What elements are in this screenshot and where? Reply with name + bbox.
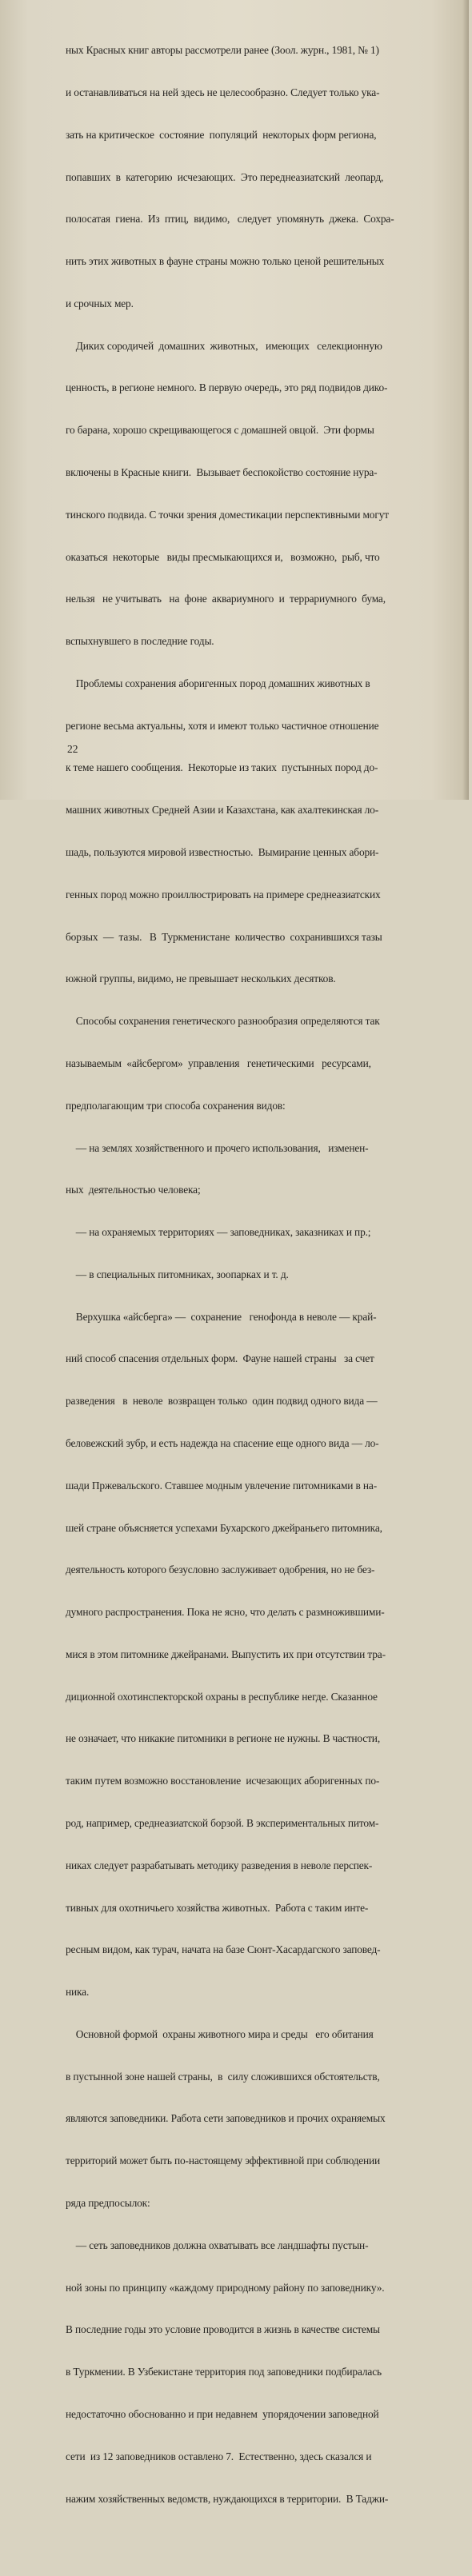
text-line-46: ресным видом, как турач, начата на базе Сюнт-Хасардагского заповед- — [66, 1943, 381, 1956]
text-line-7: и срочных мер. — [66, 297, 134, 310]
text-line-33: разведения в неволе возвращен только один подвид одного вида — — [66, 1395, 378, 1408]
text-line-54: ной зоны по принципу «каждому природному району по заповеднику». — [66, 2281, 385, 2294]
text-line-21: генных пород можно проиллюстрировать на примере среднеазиатских — [66, 888, 381, 901]
text-line-47: ника. — [66, 1986, 90, 1999]
text-line-26: предполагающим три способа сохранения видов: — [66, 1099, 286, 1112]
text-line-11: включены в Красные книги. Вызывает беспокойство состояние нура- — [66, 466, 378, 478]
text-line-49: в пустынной зоне нашей страны, в силу сложившихся обстоятельств, — [66, 2070, 380, 2083]
text-line-32: ний способ спасения отдельных форм. Фауне нашей страны за счет — [66, 1352, 374, 1365]
text-line-12: тинского подвида. С точки зрения доместикации перспективными могут — [66, 508, 389, 521]
text-line-6: нить этих животных в фауне страны можно только ценой решительных — [66, 255, 385, 268]
text-line-41: не означает, что никакие питомники в регионе не нужны. В частности, — [66, 1732, 381, 1745]
text-line-20: шадь, пользуются мировой известностью. Вымирание ценных абори- — [66, 846, 379, 859]
text-line-60 — [66, 2534, 472, 2548]
text-line-52: ряда предпосылок: — [66, 2197, 150, 2210]
text-line-45: тивных для охотничьего хозяйства животных. Работа с таким инте- — [66, 1901, 369, 1914]
text-line-5: полосатая гиена. Из птиц, видимо, следует упомянуть джека. Сохра- — [66, 213, 394, 226]
text-line-2: и останавливаться на ней здесь не целесообразно. Следует только ука- — [66, 86, 380, 98]
page-text — [66, 15, 472, 2576]
text-line-34: беловежский зубр, и есть надежда на спасение еще одного вида — ло- — [66, 1436, 379, 1449]
text-line-9: ценность, в регионе немного. В первую очередь, это ряд подвидов дико- — [66, 381, 388, 394]
text-line-13: оказаться некоторые виды пресмыкающихся и, возможно, рыб, что — [66, 550, 380, 563]
text-line-31: Верхушка «айсберга» — сохранение генофонда в неволе — край- — [66, 1310, 377, 1323]
text-line-24: Способы сохранения генетического разнообразия определяются так — [66, 1015, 380, 1028]
text-line-53: — сеть заповедников должна охватывать все ландшафты пустын- — [66, 2239, 369, 2251]
text-line-37: деятельность которого безусловно заслуживает одобрения, но не без- — [66, 1564, 375, 1576]
text-line-3: зать на критическое состояние популяций некоторых форм региона, — [66, 128, 377, 141]
text-line-38: думного распространения. Пока не ясно, что делать с размножившими- — [66, 1606, 385, 1619]
text-line-48: Основной формой охраны животного мира и среды его обитания — [66, 2027, 374, 2040]
text-line-35: шади Пржевальского. Ставшее модным увлечение питомниками в на- — [66, 1479, 377, 1492]
text-line-55: В последние годы это условие проводится в жизнь в качестве системы — [66, 2323, 380, 2336]
text-line-36: шей стране объясняется успехами Бухарского джейраньего питомника, — [66, 1521, 382, 1534]
text-line-42: таким путем возможно восстановление исчезающих аборигенных по- — [66, 1775, 380, 1787]
text-line-15: вспыхнувшего в последние годы. — [66, 635, 214, 648]
text-line-28: ных деятельностью человека; — [66, 1184, 201, 1196]
text-line-44: никах следует разрабатывать методику разведения в неволе перспек- — [66, 1859, 373, 1871]
text-line-23: южной группы, видимо, не превышает нескольких десятков. — [66, 972, 336, 985]
text-line-50: являются заповедники. Работа сети заповедников и прочих охраняемых — [66, 2112, 386, 2125]
text-line-29: — на охраняемых территориях — заповедниках, заказниках и пр.; — [66, 1226, 371, 1239]
text-line-58: сети из 12 заповедников оставлено 7. Естественно, здесь сказался и — [66, 2450, 372, 2462]
text-line-51: территорий может быть по-настоящему эффективной при соблюдении — [66, 2155, 381, 2167]
text-line-18: к теме нашего сообщения. Некоторые из таких пустынных пород до- — [66, 761, 378, 774]
text-line-59: нажим хозяйственных ведомств, нуждающихся в территории. В Таджи- — [66, 2492, 389, 2505]
text-line-25: называемым «айсбергом» управления генетическими ресурсами, — [66, 1056, 371, 1069]
text-line-14: нельзя не учитывать на фоне аквариумного и террариумного бума, — [66, 593, 386, 605]
text-line-17: регионе весьма актуальны, хотя и имеют только частичное отношение — [66, 719, 379, 732]
text-line-56: в Туркмении. В Узбекистане территория под заповедники подбиралась — [66, 2366, 382, 2378]
text-line-8: Диких сородичей домашних животных, имеющих селекционную — [66, 339, 382, 352]
text-line-4: попавших в категорию исчезающих. Это переднеазиатский леопард, — [66, 170, 384, 183]
text-line-57: недостаточно обоснованно и при недавнем упорядочении заповедной — [66, 2407, 379, 2420]
text-line-1: ных Красных книг авторы рассмотрели ранее (Зоол. журн., 1981, № 1) — [66, 44, 379, 57]
text-line-40: диционной охотинспекторской охраны в республике негде. Сказанное — [66, 1690, 378, 1703]
text-line-27: — на землях хозяйственного и прочего использования, изменен- — [66, 1141, 369, 1154]
text-line-30: — в специальных питомниках, зоопарках и т. д. — [66, 1268, 289, 1280]
text-line-39: мися в этом питомнике джейранами. Выпустить их при отсутствии тра- — [66, 1647, 386, 1660]
text-line-16: Проблемы сохранения аборигенных пород домашних животных в — [66, 677, 370, 689]
text-line-43: род, например, среднеазиатской борзой. В экспериментальных питом- — [66, 1817, 379, 1829]
text-line-22: борзых — тазы. В Туркменистане количество сохранившихся тазы — [66, 930, 382, 943]
text-line-10: го барана, хорошо скрещивающегося с домашней овцой. Эти формы — [66, 424, 374, 437]
page-number: 22 — [67, 743, 78, 755]
text-line-19: машних животных Средней Азии и Казахстана, как ахалтекинская ло- — [66, 804, 379, 817]
